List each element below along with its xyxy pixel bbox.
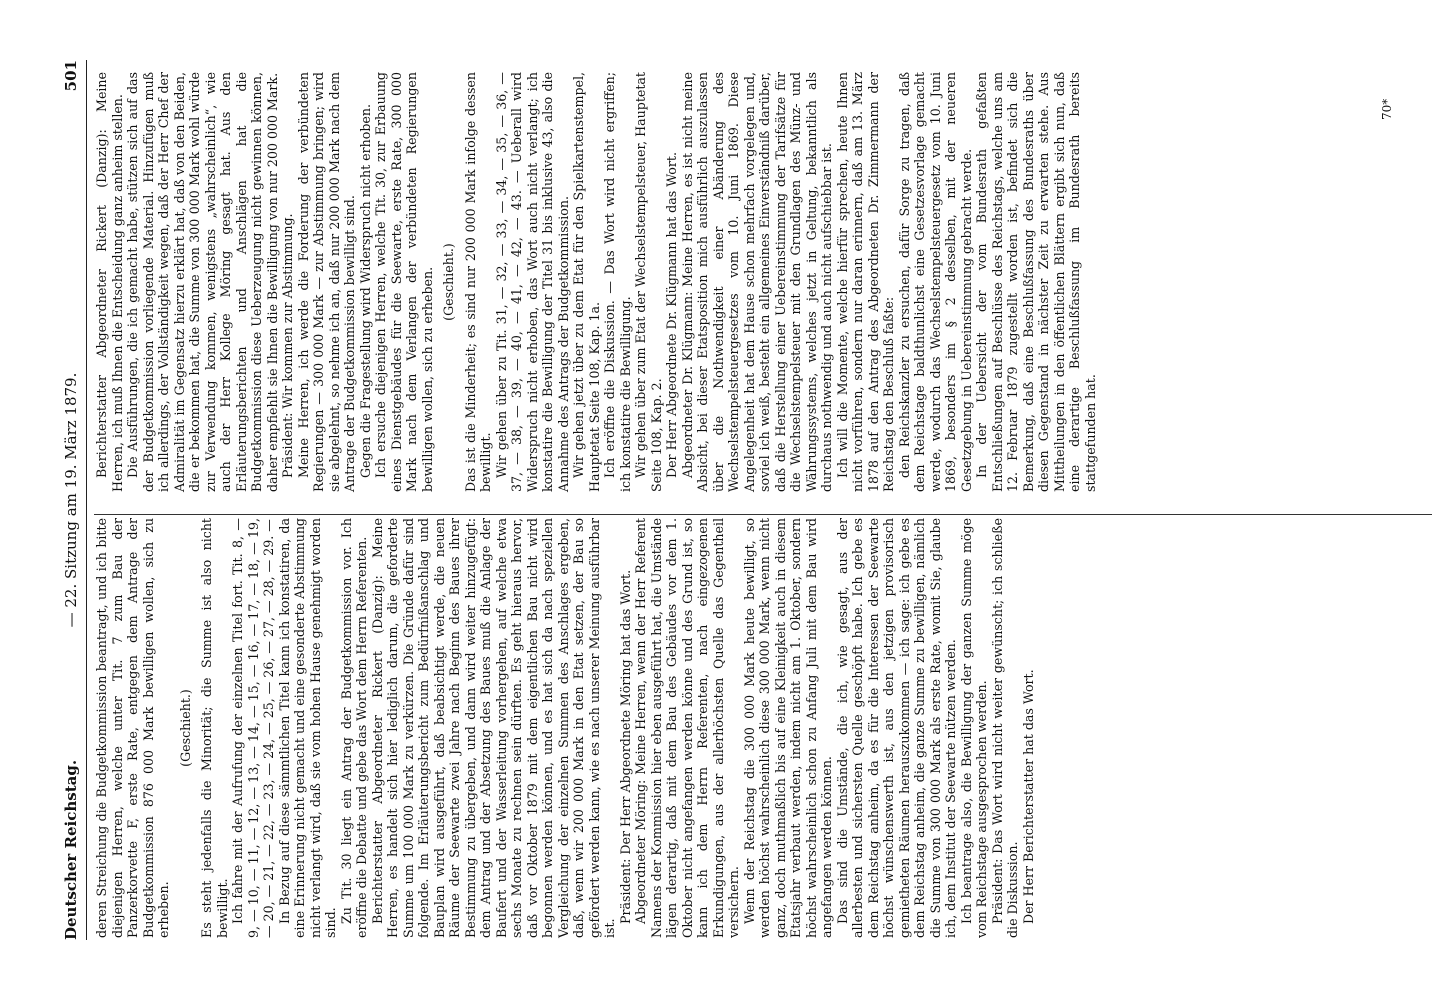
column-divider — [94, 514, 1432, 515]
paragraph: Berichterstatter Abgeordneter Rickert (Danzig): Meine Herren, es handelt sich hier lediglich darum, die geforderte Summe um 100 000 Mark zu verkürzen. Die Gründe dafür sind folgende. Im Erläuterungsbericht zum Bedürfnißanschlag und Bauplan wird ausgeführt, daß beabsichtigt werde, die neuen Räume der Seewarte zwei Jahre nach Beginn des Baues ihrer Bestimmung zu übergeben, und dann wird weiter hinzugefügt: dem Antrag und der Absetzung des Baues muß die Anlage der Baufert und der Wasserleitung vorhergehen, auf welche etwa sechs Monate zu rechnen sein dürften. Es geht hieraus hervor, daß vor Oktober 1879 mit dem eigentlichen Bau nicht wird begonnen werden können, und es hat sich da nach speziellen Vergleichung der einzelnen Summen des Anschlages ergeben, daß, wenn wir 200 000 Mark in den Etat setzen, der Bau so gefördert werden kann, wie es nach unserer Meinung ausführbar ist. — [369, 518, 617, 938]
paragraph: Ich fahre mit der Aufrufung der einzelnen Titel fort. Tit. 8, — 9, — 10, — 11, — 12, — 13, — 14, — 15, — 16, — 17, — 18, — 19, — 20, — 21, — 22, — 23, — 24, — 25, — 26, — 27, — 28, — 29. — — [230, 518, 276, 938]
paragraph: Der Herr Abgeordnete Dr. Klügmann hat das Wort. — [664, 152, 679, 478]
paragraph: Ich ersuche diejenigen Herren, welche Tit. 30, zur Erbauung eines Dienstgebäudes für die Seewarte, erste Rate, 300 000 Mark nach dem Verlangen der verbündeten Regierungen bewilligen wollen, sich zu erheben. — [373, 72, 435, 492]
paragraph: Präsident: Der Herr Abgeordnete Möring hat das Wort. — [617, 569, 633, 924]
header-session: — 22. Sitzung am 19. März 1879. — [62, 372, 80, 628]
paragraph: Wir gehen über zu Tit. 31, — 32, — 33, — 34, — 35, — 36, — 37, — 38, — 39, — 40, — 41, — 42, — 43. — Ueberall wird Widerspruch nicht erhoben, das Wort auch nicht verlangt; ich konstatire die Bewilligung der Titel 31 bis inklusive 43, also die Annahme des Antrags der Budgetkommission. — [493, 72, 571, 492]
page-header — [62, 60, 87, 940]
left-column — [94, 518, 1036, 938]
header-title: Deutscher Reichstag. — [62, 759, 80, 940]
paragraph: Ich will die Momente, welche hierfür sprechen, heute Ihnen nicht vorführen, sondern nur daran erinnern, daß am 13. März 1878 auf den Antrag des Abgeordneten Dr. Zimmermann der Reichstag den Beschluß faßte: — [834, 72, 896, 492]
paragraph: Wenn der Reichstag die 300 000 Mark heute bewilligt, so werden höchst wahrscheinlich diese 300 000 Mark, wenn nicht ganz, doch muthmaßlich bis auf eine Kleinigkeit auch in diesem Etatsjahr verbaut werden, indem nicht am 1. Oktober, sondern höchst wahrscheinlich schon zu Anfang Juli mit dem Bau wird angefangen werden können. — [741, 518, 834, 938]
paragraph: Das ist die Minderheit; es sind nur 200 000 Mark infolge dessen bewilligt. — [462, 72, 493, 492]
paragraph: Präsident: Das Wort wird nicht weiter gewünscht; ich schließe die Diskussion. — [989, 518, 1020, 938]
paragraph: deren Streichung die Budgetkommission beantragt, und ich bitte diejenigen Herren, welche unter Tit. 7 zum Bau der Panzerkorvette F, erste Rate, entgegen dem Antrage der Budgetkommission 876 000 Mark bewilligen wollen, sich zu erheben. — [94, 518, 171, 938]
paragraph: Gegen die Fragestellung wird Widerspruch nicht erhoben. — [357, 104, 373, 478]
paragraph: Ich beantrage also, die Bewilligung der ganzen Summe möge vom Reichstage ausgesprochen werden. — [958, 518, 989, 938]
paragraph: (Geschieht.) — [177, 689, 193, 767]
paragraph: Der Herr Berichterstatter hat das Wort. — [1020, 669, 1036, 924]
right-column — [94, 72, 1098, 492]
paragraph: Berichterstatter Abgeordneter Rickert (Danzig): Meine Herren, ich muß Ihnen die Entscheidung ganz anheim stellen. — [94, 72, 125, 492]
paragraph: Meine Herren, ich werde die Forderung der verbündeten Regierungen — 300 000 Mark — zur Abstimmung bringen; wird sie abgelehnt, so nehme ich an, daß nur 200 000 Mark nach dem Antrage der Budgetkommission bewilligt sind. — [295, 72, 357, 492]
page-number: 501 — [62, 60, 80, 92]
paragraph: Die Ausführungen, die ich gemacht habe, stützen sich auf das der Budgetkommission vorliegende Material. Hinzufügen muß ich allerdings, der Vollständigkeit wegen, daß der Herr Chef der Admiralität im Gegensatz hierzu erklärt hat, daß von den Beiden, die er bekommen hat, die Summe von 300 000 Mark wohl würde zur Verwendung kommen, wenigstens „wahrscheinlich“, wie auch der Herr Kollege Möring gesagt hat. Aus den Erläuterungsberichten und Anschlägen hat die Budgetkommission diese Ueberzeugung nicht gewinnen können, daher empfiehlt sie Ihnen die Bewilligung von nur 200 000 Mark. — [125, 72, 280, 492]
paragraph: Zu Tit. 30 liegt ein Antrag der Budgetkommission vor. Ich eröffne die Debatte und gebe das Wort dem Herrn Referenten. — [338, 518, 369, 938]
paragraph: Präsident: Wir kommen zur Abstimmung. — [280, 213, 295, 478]
paragraph: Abgeordneter Möring: Meine Herren, wenn der Herr Referent Namens der Kommission hier eben ausgeführt hat, die Umstände lägen derartig, daß mit dem Bau des Gebäudes vor dem 1. Oktober nicht angefangen werden könne und des Grund ist, so kann ich dem Herrn Referenten, nach eingezogenen Erkundigungen, aus der allerhöchsten Quelle das Gegentheil versichern. — [633, 518, 741, 938]
paragraph: Ich eröffne die Diskussion. — Das Wort wird nicht ergriffen; ich konstatire die Bewilligung. — [602, 72, 633, 492]
paragraph: Das sind die Umstände, die ich, wie gesagt, aus der allerbesten und sichersten Quelle geschöpft habe. Ich gebe es dem Reichstag anheim, da es für die Interessen der Seewarte höchst wünschenswerth ist, aus den jetzigen provisorisch gemietheten Räumen herauszukommen — ich sage: ich gebe es dem Reichstag anheim, die ganze Summe zu bewilligen, nämlich die Summe von 300 000 Mark als erste Rate, womit Sie, glaube ich, dem Institut der Seewarte nützen werden. — [834, 518, 958, 938]
paragraph: In der Uebersicht der vom Bundesrath gefaßten Entschließungen auf Beschlüsse des Reichstags, welche uns am 12. Februar 1879 zugestellt worden ist, befindet sich die Bemerkung, daß eine Beschlußfassung des Bundesraths über diesen Gegenstand in nächster Zeit zu erwarten stehe. Aus Mittheilungen in den öffentlichen Blättern ergibt sich nun, daß eine derartige Beschlußfassung im Bundesrath bereits stattgefunden hat. — [974, 72, 1098, 492]
paragraph: In Bezug auf diese sämmtlichen Titel kann ich konstatiren, da eine Erinnerung nicht gemacht und eine gesonderte Abstimmung nicht verlangt wird, daß sie vom hohen Hause genehmigt worden sind. — [276, 518, 338, 938]
signature-mark: 70* — [1380, 98, 1394, 120]
digitization-credit — [1410, 40, 1428, 960]
paragraph: (Geschieht.) — [441, 243, 456, 321]
paragraph: Abgeordneter Dr. Klügmann: Meine Herren, es ist nicht meine Absicht, bei dieser Etatsposition mich ausführlich auszulassen über die Nothwendigkeit einer Abänderung des Wechselstempelsteuergesetzes vom 10. Juni 1869. Diese Angelegenheit hat dem Hause schon mehrfach vorgelegen und, soviel ich weiß, besteht ein allgemeines Einverständniß darüber, daß die Herstellung einer Uebereinstimmung der Tarifsätze für die Wechselstempelsteuer mit den Grundlagen des Münz- und Währungssystems, welches jetzt in Geltung, bekanntlich als durchaus nothwendig und auch nicht aufschiebbar ist. — [679, 72, 834, 492]
paragraph: Wir gehen über zum Etat der Wechselstempelsteuer, Hauptetat Seite 108, Kap. 2. — [633, 72, 664, 492]
paragraph: den Reichskanzler zu ersuchen, dafür Sorge zu tragen, daß dem Reichstage baldthunlichst eine Gesetzesvorlage gemacht werde, wodurch das Wechselstempelsteuergesetz vom 10. Juni 1869, besonders im § 2 desselben, mit der neueren Gesetzgebung in Uebereinstimmung gebracht werde. — [896, 72, 974, 492]
paragraph: Wir gehen jetzt über zu dem Etat für den Spielkartenstempel, Hauptetat Seite 108, Kap. 1a. — [571, 72, 602, 492]
paragraph: Es steht jedenfalls die Minorität; die Summe ist also nicht bewilligt. — [199, 518, 230, 938]
